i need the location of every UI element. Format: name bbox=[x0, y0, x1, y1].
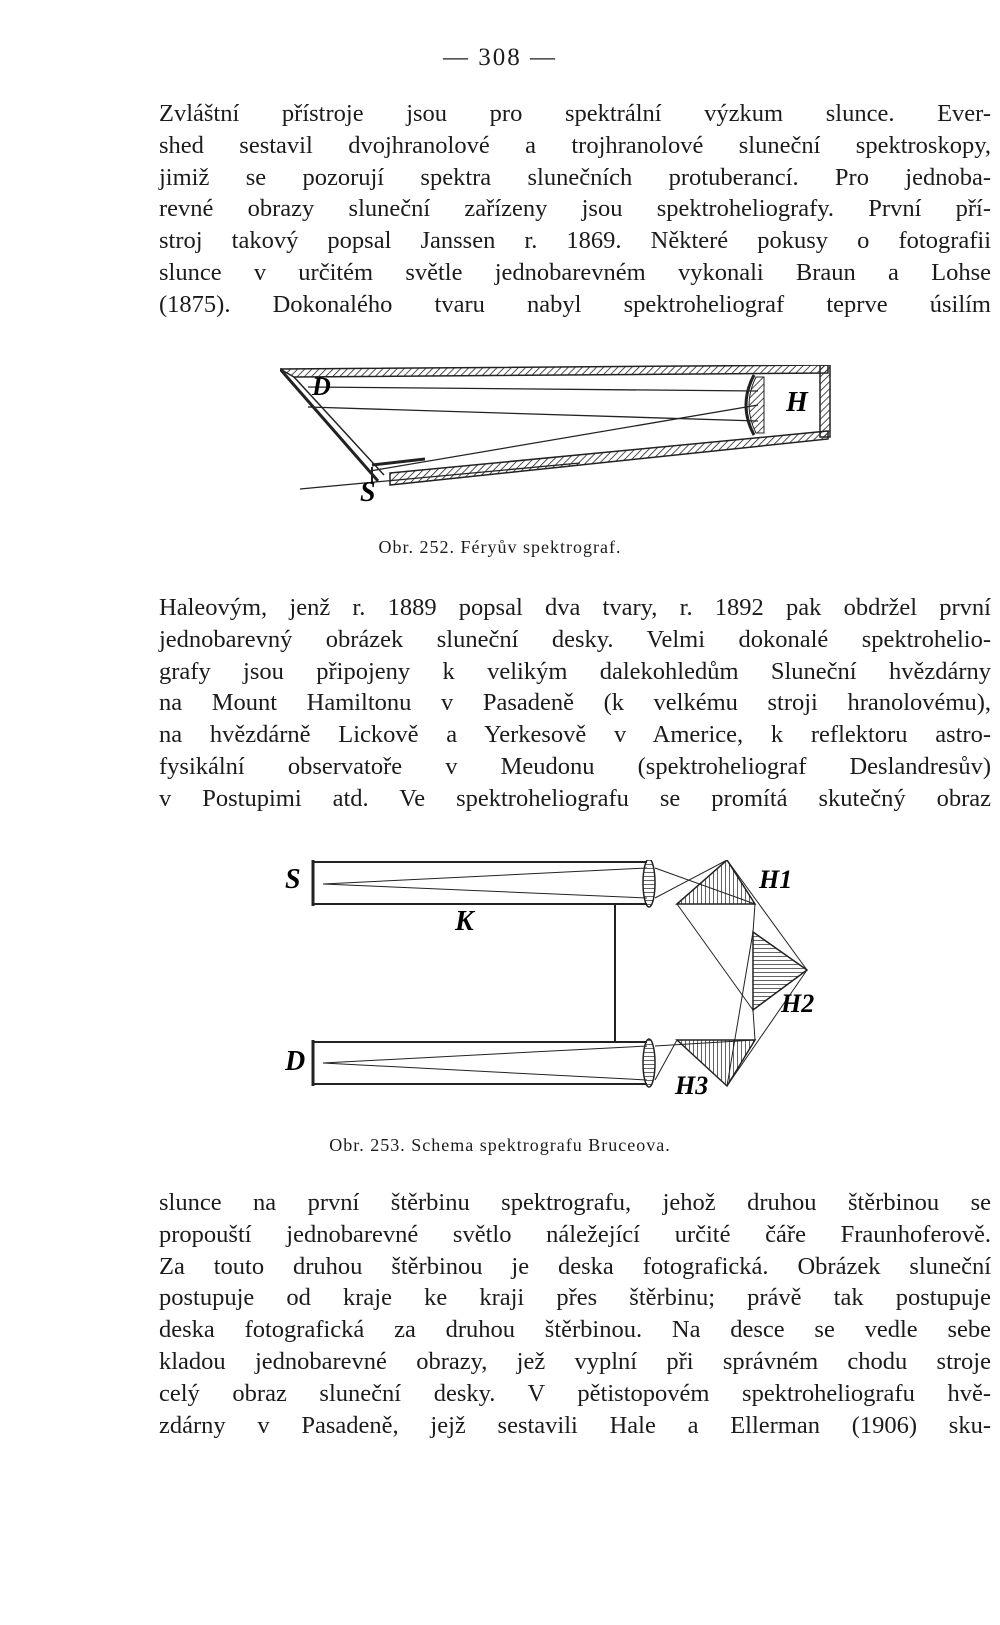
page-number: — 308 — bbox=[443, 44, 557, 71]
text-line: Haleovým, jenž r. 1889 popsal dva tvary, r. 1892 pak obdržel první bbox=[159, 594, 991, 621]
figure-bruce-spectrograph bbox=[285, 860, 815, 1120]
text-line: fysikální observatoře v Meudonu (spektroheliograf Deslandresův) bbox=[159, 752, 991, 780]
text-line: jednobarevný obrázek sluneční desky. Velmi dokonalé spektrohelio- bbox=[159, 625, 991, 653]
text-line: revné obrazy sluneční zařízeny jsou spektroheliografy. První pří- bbox=[159, 195, 991, 223]
label-h3: H3 bbox=[675, 1071, 709, 1100]
text-line: deska fotografická za druhou štěrbinou. Na desce se vedle sebe bbox=[159, 1316, 991, 1344]
text-line: celý obraz sluneční desky. V pětistopovém spektroheliografu hvě- bbox=[159, 1379, 991, 1407]
text-line: na Mount Hamiltonu v Pasadeně (k velkému stroji hranolovému), bbox=[159, 689, 991, 717]
label-s: S bbox=[360, 477, 376, 508]
instrument-body bbox=[280, 365, 830, 485]
figure-caption-252: Obr. 252. Féryův spektrograf. bbox=[378, 537, 622, 557]
mirror-h bbox=[746, 375, 764, 435]
ray-lines bbox=[300, 387, 758, 489]
text-line: postupuje od kraje ke kraji přes štěrbinu; právě tak postupuje bbox=[159, 1284, 991, 1312]
text-line: grafy jsou připojeny k velikým dalekohledům Sluneční hvězdárny bbox=[159, 657, 991, 685]
text-line: stroj takový popsal Janssen r. 1869. Některé pokusy o fotografii bbox=[159, 227, 991, 255]
upper-tube bbox=[313, 860, 655, 907]
paragraph-3 bbox=[159, 1187, 991, 1441]
label-h: H bbox=[786, 387, 808, 418]
text-line: kladou jednobarevné obrazy, jež vyplní při správném chodu stroje bbox=[159, 1347, 991, 1375]
paragraph-2 bbox=[159, 592, 991, 815]
figure-caption-253: Obr. 253. Schema spektrografu Bruceova. bbox=[329, 1135, 671, 1155]
label-h2: H2 bbox=[781, 989, 815, 1018]
text-line: (1875). Dokonalého tvaru nabyl spektroheliograf teprve úsilím bbox=[159, 290, 991, 318]
label-d: D bbox=[312, 372, 331, 401]
lower-tube bbox=[313, 1039, 655, 1087]
label-h1: H1 bbox=[759, 865, 793, 894]
text-line: shed sestavil dvojhranolové a trojhranolové sluneční spektroskopy, bbox=[159, 131, 991, 159]
text-line: v Postupimi atd. Ve spektroheliografu se promítá skutečný obraz bbox=[159, 784, 991, 812]
label-k: K bbox=[455, 906, 474, 937]
text-line: slunce na první štěrbinu spektrografu, jehož druhou štěrbinou se bbox=[159, 1189, 991, 1216]
text-line: Za touto druhou štěrbinou je deska fotografická. Obrázek sluneční bbox=[159, 1252, 991, 1280]
text-line: slunce v určitém světle jednobarevném vykonali Braun a Lohse bbox=[159, 258, 991, 286]
text-line: zdárny v Pasadeně, jejž sestavili Hale a Ellerman (1906) sku- bbox=[159, 1411, 991, 1439]
text-line: Zvláštní přístroje jsou pro spektrální výzkum slunce. Ever- bbox=[159, 100, 991, 127]
label-d: D bbox=[285, 1046, 306, 1077]
text-line: na hvězdárně Lickově a Yerkesově v Americe, k reflektoru astro- bbox=[159, 721, 991, 749]
label-s: S bbox=[285, 864, 301, 895]
text-line: jimiž se pozorují spektra slunečních protuberancí. Pro jednoba- bbox=[159, 163, 991, 191]
figure-fery-spectrograph bbox=[280, 365, 885, 515]
paragraph-1 bbox=[159, 98, 991, 321]
text-line: propouští jednobarevné světlo náležející určité čáře Fraunhoferově. bbox=[159, 1220, 991, 1248]
